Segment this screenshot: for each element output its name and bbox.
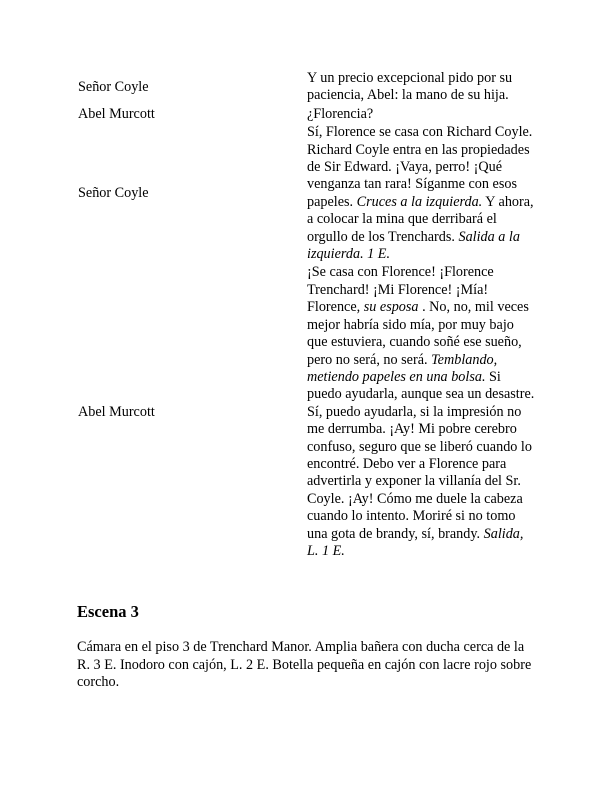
dialogue-row xyxy=(78,70,538,105)
speaker-name: Señor Coyle xyxy=(78,185,149,202)
dialogue-line xyxy=(307,264,535,560)
line-text: Y un precio excepcional pido por su paciencia, Abel: la mano de su hija. xyxy=(307,70,513,104)
line-text: Y ahora, a colocar la mina que derribará el orgullo de los Trenchards. xyxy=(307,193,534,245)
emphasis-text: su esposa xyxy=(363,299,419,316)
line-text: Sí, Florence se casa con Richard Coyle. Richard Coyle entra en las propiedades de Sir Edward. ¡Vaya, perro! ¡Qué venganza tan rara! Síganme con esos papeles. xyxy=(307,124,533,210)
dialogue-line xyxy=(307,70,535,105)
speaker-name: Abel Murcott xyxy=(78,403,155,420)
dialogue-row xyxy=(78,124,538,263)
line-text: ¿Florencia? xyxy=(307,105,374,122)
scene-description: Cámara en el piso 3 de Trenchard Manor. Amplia bañera con ducha cerca de la R. 3 E. Inodoro con cajón, L. 2 E. Botella pequeña en cajón con lacre rojo sobre corcho. xyxy=(77,639,532,691)
stage-direction: Salida a la izquierda. 1 E. xyxy=(307,228,520,263)
dialogue-row xyxy=(78,106,538,123)
speaker-name: Señor Coyle xyxy=(78,78,149,95)
scene-heading: Escena 3 xyxy=(77,602,139,621)
dialogue-row xyxy=(78,264,538,560)
stage-direction: Salida, L. 1 E. xyxy=(307,525,524,559)
line-text: ¡Se casa con Florence! ¡Florence Trenchard! ¡Mi Florence! ¡Mía! Florence, xyxy=(307,264,494,316)
dialogue-table xyxy=(78,70,538,560)
dialogue-line xyxy=(307,124,535,263)
line-text: Si puedo ayudarla, aunque sea un desastre. Sí, puedo ayudarla, si la impresión no me derrumba. ¡Ay! Mi pobre cerebro confuso, seguro que se liberó cuando lo encontré. Debo ver a Florence para advertirla y exponer la villanía del Sr. Coyle. ¡Ay! Cómo me duele la cabeza cuando lo intento. Moriré si no tomo una gota de brandy, sí, brandy. xyxy=(307,368,535,542)
stage-direction: Cruces a la izquierda. xyxy=(356,193,483,210)
line-text: . No, no, mil veces mejor habría sido mía, por muy bajo que estuviera, cuando soñé ese sueño, pero no será, no será. xyxy=(307,299,529,368)
dialogue-line xyxy=(307,106,535,123)
speaker-name: Abel Murcott xyxy=(78,105,155,122)
stage-direction: Temblando, metiendo papeles en una bolsa. xyxy=(307,351,498,385)
